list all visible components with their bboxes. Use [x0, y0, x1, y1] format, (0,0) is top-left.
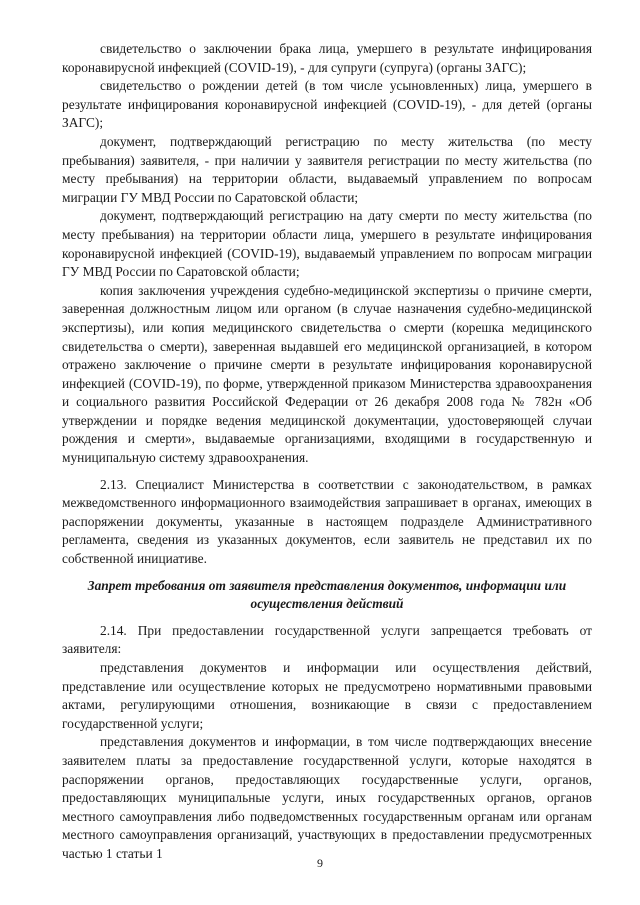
paragraph-2-13: 2.13. Специалист Министерства в соответствии с законодательством, в рамках межведомственного информационного взаимодействия запрашивает в органах, имеющих в распоряжении документы, указанные в настоящем подразделе Административного регламента, сведения из указанных документов, если заявитель не представил их по собственной инициативе.: [62, 476, 592, 567]
paragraph-prohibition-1: представления документов и информации или осуществления действий, представление или осуществление которых не предусмотрено нормативными правовыми актами, регулирующими отношения, возникающие в связи с предоставлением государственной услуги;: [62, 660, 592, 731]
paragraph-birth-certificate: свидетельство о рождении детей (в том числе усыновленных) лица, умершего в результате инфицирования коронавирусной инфекцией (COVID-19), - для детей (органы ЗАГС);: [62, 78, 592, 131]
page-content: [62, 40, 592, 864]
paragraph-applicant-registration: документ, подтверждающий регистрацию по месту жительства (по месту пребывания) заявителя, - при наличии у заявителя регистрации по месту жительства (по месту пребывания) на территории области, выдаваемый управлением по вопросам миграции ГУ МВД России по Саратовской области;: [62, 133, 592, 205]
page-number: 9: [317, 856, 323, 870]
paragraph-prohibition-2: представления документов и информации, в том числе подтверждающих внесение заявителем платы за предоставление государственной услуги, которые находятся в распоряжении органов, предоставляющих государственные услуги, органов, предоставляющих муниципальные услуги, иных государственных органов, органов местного самоуправления либо подведомственных государственным органам или органам местного самоуправления организаций, участвующих в предоставлении предусмотренных частью 1 статьи 1: [62, 734, 592, 861]
section-heading: Запрет требования от заявителя представления документов, информации или осуществления действий: [87, 577, 567, 612]
paragraph-forensic-conclusion: копия заключения учреждения судебно-медицинской экспертизы о причине смерти, заверенная должностным лицом или органом (в случае назначения судебно-медицинской экспертизы), или копия медицинского свидетельства о смерти (корешка медицинского свидетельства о смерти), заверенная выдавшей его медицинской организацией, в котором отражено заключение о причине смерти в результате инфицирования коронавирусной инфекцией (COVID-19), по форме, утвержденной приказом Министерства здравоохранения и социального развития Российской Федерации от 26 декабря 2008 года № 782н «Об утверждении и порядке ведения медицинской документации, удостоверяющей случаи рождения и смерти», выдаваемые организациями, входящими в государственную и муниципальную систему здравоохранения.: [62, 282, 592, 466]
paragraph-deceased-registration: документ, подтверждающий регистрацию на дату смерти по месту жительства (по месту пребывания) на территории области лица, умершего в результате инфицирования коронавирусной инфекцией (COVID-19), выдаваемый управлением по вопросам миграции ГУ МВД России по Саратовской области;: [62, 208, 592, 280]
paragraph-2-14: 2.14. При предоставлении государственной услуги запрещается требовать от заявителя:: [62, 622, 592, 657]
paragraph-marriage-certificate: свидетельство о заключении брака лица, умершего в результате инфицирования коронавирусной инфекцией (COVID-19), - для супруги (супруга) (органы ЗАГС);: [62, 41, 592, 75]
